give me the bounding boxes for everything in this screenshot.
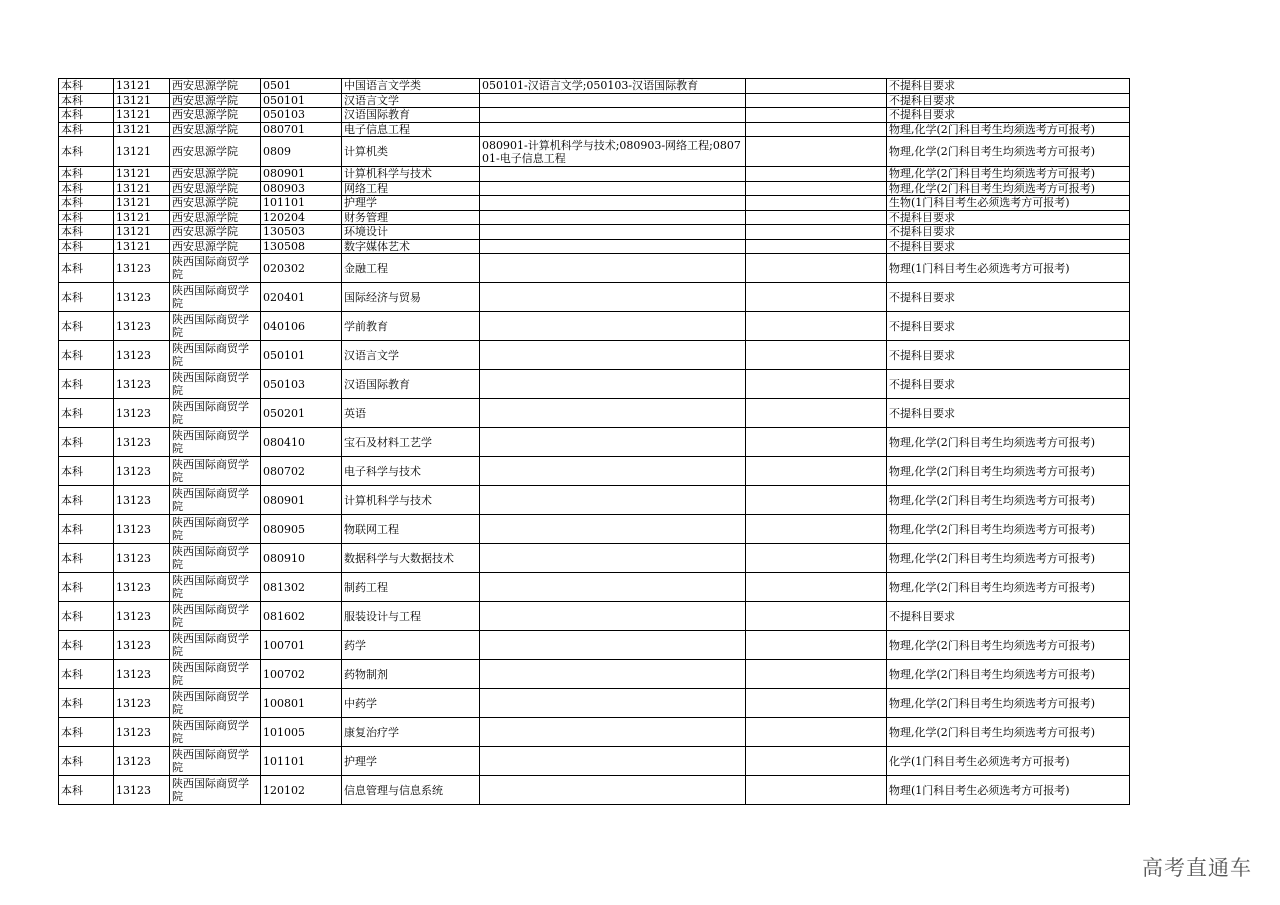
- table-row: [59, 122, 1130, 137]
- note-cell: [746, 196, 887, 211]
- level-cell: 本科: [59, 181, 114, 196]
- note-cell: [746, 181, 887, 196]
- major-name-cell: 数字媒体艺术: [342, 239, 480, 254]
- included-majors-cell: [480, 93, 746, 108]
- major-name-cell: 计算机类: [342, 137, 480, 167]
- included-majors-cell: [480, 254, 746, 283]
- note-cell: [746, 573, 887, 602]
- level-cell: 本科: [59, 225, 114, 240]
- level-cell: 本科: [59, 108, 114, 123]
- included-majors-cell: [480, 341, 746, 370]
- major-code-cell: 081302: [261, 573, 342, 602]
- subject-requirement-cell: 物理,化学(2门科目考生均须选考方可报考): [887, 544, 1130, 573]
- included-majors-cell: [480, 747, 746, 776]
- level-cell: 本科: [59, 167, 114, 182]
- school-code-cell: 13121: [114, 239, 170, 254]
- table-row: [59, 457, 1130, 486]
- major-name-cell: 中国语言文学类: [342, 79, 480, 94]
- note-cell: [746, 239, 887, 254]
- level-cell: 本科: [59, 137, 114, 167]
- included-majors-cell: [480, 776, 746, 805]
- major-code-cell: 101101: [261, 196, 342, 211]
- major-name-cell: 国际经济与贸易: [342, 283, 480, 312]
- subject-requirement-cell: 物理,化学(2门科目考生均须选考方可报考): [887, 486, 1130, 515]
- subject-requirement-cell: 物理,化学(2门科目考生均须选考方可报考): [887, 428, 1130, 457]
- subject-requirement-cell: 物理,化学(2门科目考生均须选考方可报考): [887, 718, 1130, 747]
- subject-requirement-cell: 不提科目要求: [887, 312, 1130, 341]
- level-cell: 本科: [59, 370, 114, 399]
- school-name-cell: 西安思源学院: [170, 108, 261, 123]
- level-cell: 本科: [59, 428, 114, 457]
- school-name-cell: 陕西国际商贸学院: [170, 631, 261, 660]
- school-code-cell: 13123: [114, 399, 170, 428]
- level-cell: 本科: [59, 312, 114, 341]
- major-name-cell: 物联网工程: [342, 515, 480, 544]
- subject-requirement-cell: 不提科目要求: [887, 79, 1130, 94]
- included-majors-cell: [480, 689, 746, 718]
- major-name-cell: 药学: [342, 631, 480, 660]
- note-cell: [746, 776, 887, 805]
- school-name-cell: 西安思源学院: [170, 137, 261, 167]
- school-name-cell: 陕西国际商贸学院: [170, 515, 261, 544]
- included-majors-cell: [480, 573, 746, 602]
- school-code-cell: 13123: [114, 631, 170, 660]
- note-cell: [746, 747, 887, 776]
- table-row: [59, 239, 1130, 254]
- table-row: [59, 428, 1130, 457]
- included-majors-cell: [480, 399, 746, 428]
- school-name-cell: 西安思源学院: [170, 239, 261, 254]
- note-cell: [746, 660, 887, 689]
- table-row: [59, 399, 1130, 428]
- school-name-cell: 陕西国际商贸学院: [170, 283, 261, 312]
- level-cell: 本科: [59, 776, 114, 805]
- subject-requirement-cell: 不提科目要求: [887, 602, 1130, 631]
- included-majors-cell: [480, 181, 746, 196]
- school-name-cell: 陕西国际商贸学院: [170, 486, 261, 515]
- major-name-cell: 汉语国际教育: [342, 370, 480, 399]
- school-name-cell: 陕西国际商贸学院: [170, 370, 261, 399]
- school-code-cell: 13121: [114, 181, 170, 196]
- major-name-cell: 财务管理: [342, 210, 480, 225]
- note-cell: [746, 108, 887, 123]
- school-name-cell: 陕西国际商贸学院: [170, 689, 261, 718]
- school-code-cell: 13123: [114, 747, 170, 776]
- major-name-cell: 计算机科学与技术: [342, 486, 480, 515]
- subject-requirement-cell: 不提科目要求: [887, 283, 1130, 312]
- note-cell: [746, 689, 887, 718]
- subject-requirement-cell: 不提科目要求: [887, 225, 1130, 240]
- subject-requirement-cell: 物理,化学(2门科目考生均须选考方可报考): [887, 660, 1130, 689]
- school-code-cell: 13123: [114, 602, 170, 631]
- major-code-cell: 130503: [261, 225, 342, 240]
- major-code-cell: 050103: [261, 370, 342, 399]
- table-row: [59, 718, 1130, 747]
- major-code-cell: 081602: [261, 602, 342, 631]
- subject-requirement-cell: 不提科目要求: [887, 108, 1130, 123]
- included-majors-cell: [480, 225, 746, 240]
- subject-requirement-cell: 物理,化学(2门科目考生均须选考方可报考): [887, 137, 1130, 167]
- major-name-cell: 护理学: [342, 747, 480, 776]
- note-cell: [746, 79, 887, 94]
- table-row: [59, 312, 1130, 341]
- major-name-cell: 康复治疗学: [342, 718, 480, 747]
- school-code-cell: 13121: [114, 79, 170, 94]
- school-name-cell: 陕西国际商贸学院: [170, 428, 261, 457]
- major-code-cell: 130508: [261, 239, 342, 254]
- included-majors-cell: [480, 196, 746, 211]
- major-name-cell: 英语: [342, 399, 480, 428]
- school-code-cell: 13123: [114, 776, 170, 805]
- school-name-cell: 陕西国际商贸学院: [170, 254, 261, 283]
- level-cell: 本科: [59, 399, 114, 428]
- level-cell: 本科: [59, 122, 114, 137]
- major-code-cell: 020401: [261, 283, 342, 312]
- school-code-cell: 13123: [114, 660, 170, 689]
- major-code-cell: 080901: [261, 167, 342, 182]
- school-code-cell: 13121: [114, 167, 170, 182]
- major-code-cell: 080905: [261, 515, 342, 544]
- note-cell: [746, 428, 887, 457]
- included-majors-cell: [480, 486, 746, 515]
- table-row: [59, 689, 1130, 718]
- level-cell: 本科: [59, 341, 114, 370]
- level-cell: 本科: [59, 254, 114, 283]
- note-cell: [746, 602, 887, 631]
- table-row: [59, 573, 1130, 602]
- school-code-cell: 13123: [114, 283, 170, 312]
- level-cell: 本科: [59, 486, 114, 515]
- included-majors-cell: [480, 239, 746, 254]
- school-code-cell: 13123: [114, 370, 170, 399]
- school-code-cell: 13123: [114, 544, 170, 573]
- table-row: [59, 225, 1130, 240]
- major-name-cell: 护理学: [342, 196, 480, 211]
- major-code-cell: 080901: [261, 486, 342, 515]
- table-row: [59, 210, 1130, 225]
- subject-requirement-cell: 不提科目要求: [887, 210, 1130, 225]
- note-cell: [746, 122, 887, 137]
- subject-requirement-cell: 不提科目要求: [887, 239, 1130, 254]
- table-row: [59, 602, 1130, 631]
- school-code-cell: 13121: [114, 108, 170, 123]
- subject-requirement-cell: 物理,化学(2门科目考生均须选考方可报考): [887, 631, 1130, 660]
- school-name-cell: 陕西国际商贸学院: [170, 602, 261, 631]
- level-cell: 本科: [59, 196, 114, 211]
- school-name-cell: 西安思源学院: [170, 181, 261, 196]
- major-code-cell: 050103: [261, 108, 342, 123]
- included-majors-cell: [480, 457, 746, 486]
- school-name-cell: 陕西国际商贸学院: [170, 776, 261, 805]
- school-name-cell: 西安思源学院: [170, 167, 261, 182]
- school-code-cell: 13123: [114, 573, 170, 602]
- major-name-cell: 药物制剂: [342, 660, 480, 689]
- table-row: [59, 283, 1130, 312]
- school-name-cell: 陕西国际商贸学院: [170, 573, 261, 602]
- note-cell: [746, 457, 887, 486]
- table-row: [59, 515, 1130, 544]
- school-code-cell: 13121: [114, 196, 170, 211]
- included-majors-cell: 050101-汉语言文学;050103-汉语国际教育: [480, 79, 746, 94]
- level-cell: 本科: [59, 457, 114, 486]
- note-cell: [746, 544, 887, 573]
- major-code-cell: 120204: [261, 210, 342, 225]
- included-majors-cell: [480, 370, 746, 399]
- school-name-cell: 陕西国际商贸学院: [170, 341, 261, 370]
- table-row: [59, 196, 1130, 211]
- major-name-cell: 制药工程: [342, 573, 480, 602]
- included-majors-cell: [480, 602, 746, 631]
- table-row: [59, 660, 1130, 689]
- note-cell: [746, 341, 887, 370]
- table-row: [59, 137, 1130, 167]
- table-row: [59, 108, 1130, 123]
- major-name-cell: 金融工程: [342, 254, 480, 283]
- school-code-cell: 13123: [114, 254, 170, 283]
- table-row: [59, 181, 1130, 196]
- school-name-cell: 陕西国际商贸学院: [170, 399, 261, 428]
- level-cell: 本科: [59, 602, 114, 631]
- school-code-cell: 13123: [114, 486, 170, 515]
- major-name-cell: 服装设计与工程: [342, 602, 480, 631]
- table-row: [59, 93, 1130, 108]
- note-cell: [746, 225, 887, 240]
- major-code-cell: 080702: [261, 457, 342, 486]
- major-code-cell: 040106: [261, 312, 342, 341]
- school-name-cell: 陕西国际商贸学院: [170, 747, 261, 776]
- level-cell: 本科: [59, 747, 114, 776]
- school-name-cell: 西安思源学院: [170, 210, 261, 225]
- level-cell: 本科: [59, 718, 114, 747]
- major-name-cell: 电子科学与技术: [342, 457, 480, 486]
- major-name-cell: 环境设计: [342, 225, 480, 240]
- subject-requirement-cell: 物理,化学(2门科目考生均须选考方可报考): [887, 515, 1130, 544]
- table-row: [59, 486, 1130, 515]
- major-name-cell: 宝石及材料工艺学: [342, 428, 480, 457]
- note-cell: [746, 370, 887, 399]
- major-code-cell: 080910: [261, 544, 342, 573]
- level-cell: 本科: [59, 210, 114, 225]
- school-name-cell: 西安思源学院: [170, 225, 261, 240]
- school-name-cell: 西安思源学院: [170, 79, 261, 94]
- included-majors-cell: [480, 660, 746, 689]
- major-name-cell: 中药学: [342, 689, 480, 718]
- included-majors-cell: [480, 544, 746, 573]
- note-cell: [746, 631, 887, 660]
- subject-requirement-cell: 物理,化学(2门科目考生均须选考方可报考): [887, 689, 1130, 718]
- note-cell: [746, 167, 887, 182]
- school-code-cell: 13123: [114, 515, 170, 544]
- note-cell: [746, 283, 887, 312]
- major-code-cell: 101101: [261, 747, 342, 776]
- school-code-cell: 13123: [114, 457, 170, 486]
- subject-requirement-cell: 物理,化学(2门科目考生均须选考方可报考): [887, 167, 1130, 182]
- level-cell: 本科: [59, 631, 114, 660]
- school-code-cell: 13123: [114, 428, 170, 457]
- major-name-cell: 汉语国际教育: [342, 108, 480, 123]
- major-name-cell: 网络工程: [342, 181, 480, 196]
- table-row: [59, 747, 1130, 776]
- watermark-text: 高考直通车: [1142, 856, 1252, 880]
- level-cell: 本科: [59, 515, 114, 544]
- subject-requirement-cell: 不提科目要求: [887, 341, 1130, 370]
- major-code-cell: 080903: [261, 181, 342, 196]
- major-code-cell: 120102: [261, 776, 342, 805]
- major-name-cell: 信息管理与信息系统: [342, 776, 480, 805]
- school-name-cell: 陕西国际商贸学院: [170, 718, 261, 747]
- level-cell: 本科: [59, 79, 114, 94]
- level-cell: 本科: [59, 93, 114, 108]
- school-name-cell: 陕西国际商贸学院: [170, 660, 261, 689]
- included-majors-cell: [480, 210, 746, 225]
- subject-requirement-cell: 不提科目要求: [887, 93, 1130, 108]
- table-row: [59, 254, 1130, 283]
- level-cell: 本科: [59, 283, 114, 312]
- note-cell: [746, 93, 887, 108]
- level-cell: 本科: [59, 660, 114, 689]
- school-name-cell: 西安思源学院: [170, 122, 261, 137]
- major-code-cell: 100801: [261, 689, 342, 718]
- school-name-cell: 陕西国际商贸学院: [170, 457, 261, 486]
- table-row: [59, 544, 1130, 573]
- major-name-cell: 学前教育: [342, 312, 480, 341]
- school-name-cell: 西安思源学院: [170, 93, 261, 108]
- subject-requirement-cell: 物理(1门科目考生必须选考方可报考): [887, 254, 1130, 283]
- school-name-cell: 陕西国际商贸学院: [170, 544, 261, 573]
- note-cell: [746, 210, 887, 225]
- major-name-cell: 电子信息工程: [342, 122, 480, 137]
- major-name-cell: 计算机科学与技术: [342, 167, 480, 182]
- school-code-cell: 13121: [114, 137, 170, 167]
- major-name-cell: 数据科学与大数据技术: [342, 544, 480, 573]
- subject-requirement-cell: 不提科目要求: [887, 370, 1130, 399]
- included-majors-cell: [480, 515, 746, 544]
- level-cell: 本科: [59, 573, 114, 602]
- table-row: [59, 79, 1130, 94]
- school-name-cell: 西安思源学院: [170, 196, 261, 211]
- table-row: [59, 370, 1130, 399]
- school-code-cell: 13121: [114, 93, 170, 108]
- subject-requirement-cell: 物理,化学(2门科目考生均须选考方可报考): [887, 457, 1130, 486]
- major-code-cell: 0501: [261, 79, 342, 94]
- level-cell: 本科: [59, 239, 114, 254]
- school-code-cell: 13121: [114, 210, 170, 225]
- major-code-cell: 050101: [261, 341, 342, 370]
- major-code-cell: 100702: [261, 660, 342, 689]
- included-majors-cell: [480, 312, 746, 341]
- school-code-cell: 13121: [114, 122, 170, 137]
- school-code-cell: 13123: [114, 689, 170, 718]
- note-cell: [746, 254, 887, 283]
- major-name-cell: 汉语言文学: [342, 341, 480, 370]
- subject-requirement-cell: 物理,化学(2门科目考生均须选考方可报考): [887, 573, 1130, 602]
- subject-requirement-cell: 生物(1门科目考生必须选考方可报考): [887, 196, 1130, 211]
- note-cell: [746, 137, 887, 167]
- school-name-cell: 陕西国际商贸学院: [170, 312, 261, 341]
- major-code-cell: 101005: [261, 718, 342, 747]
- table-row: [59, 341, 1130, 370]
- school-code-cell: 13123: [114, 718, 170, 747]
- major-name-cell: 汉语言文学: [342, 93, 480, 108]
- subject-requirement-cell: 化学(1门科目考生必须选考方可报考): [887, 747, 1130, 776]
- included-majors-cell: [480, 122, 746, 137]
- subject-requirement-cell: 物理,化学(2门科目考生均须选考方可报考): [887, 181, 1130, 196]
- included-majors-cell: [480, 108, 746, 123]
- subject-requirement-cell: 不提科目要求: [887, 399, 1130, 428]
- note-cell: [746, 312, 887, 341]
- table-row: [59, 167, 1130, 182]
- included-majors-cell: [480, 428, 746, 457]
- included-majors-cell: [480, 167, 746, 182]
- included-majors-cell: [480, 283, 746, 312]
- table-row: [59, 631, 1130, 660]
- major-code-cell: 080410: [261, 428, 342, 457]
- table-row: [59, 776, 1130, 805]
- level-cell: 本科: [59, 544, 114, 573]
- admission-requirements-table: [58, 78, 1130, 805]
- major-code-cell: 020302: [261, 254, 342, 283]
- major-code-cell: 100701: [261, 631, 342, 660]
- subject-requirement-cell: 物理(1门科目考生必须选考方可报考): [887, 776, 1130, 805]
- included-majors-cell: [480, 718, 746, 747]
- school-code-cell: 13121: [114, 225, 170, 240]
- included-majors-cell: 080901-计算机科学与技术;080903-网络工程;080701-电子信息工程: [480, 137, 746, 167]
- note-cell: [746, 399, 887, 428]
- note-cell: [746, 718, 887, 747]
- included-majors-cell: [480, 631, 746, 660]
- school-code-cell: 13123: [114, 312, 170, 341]
- major-code-cell: 050101: [261, 93, 342, 108]
- school-code-cell: 13123: [114, 341, 170, 370]
- level-cell: 本科: [59, 689, 114, 718]
- major-code-cell: 080701: [261, 122, 342, 137]
- subject-requirement-cell: 物理,化学(2门科目考生均须选考方可报考): [887, 122, 1130, 137]
- major-code-cell: 050201: [261, 399, 342, 428]
- note-cell: [746, 515, 887, 544]
- major-code-cell: 0809: [261, 137, 342, 167]
- note-cell: [746, 486, 887, 515]
